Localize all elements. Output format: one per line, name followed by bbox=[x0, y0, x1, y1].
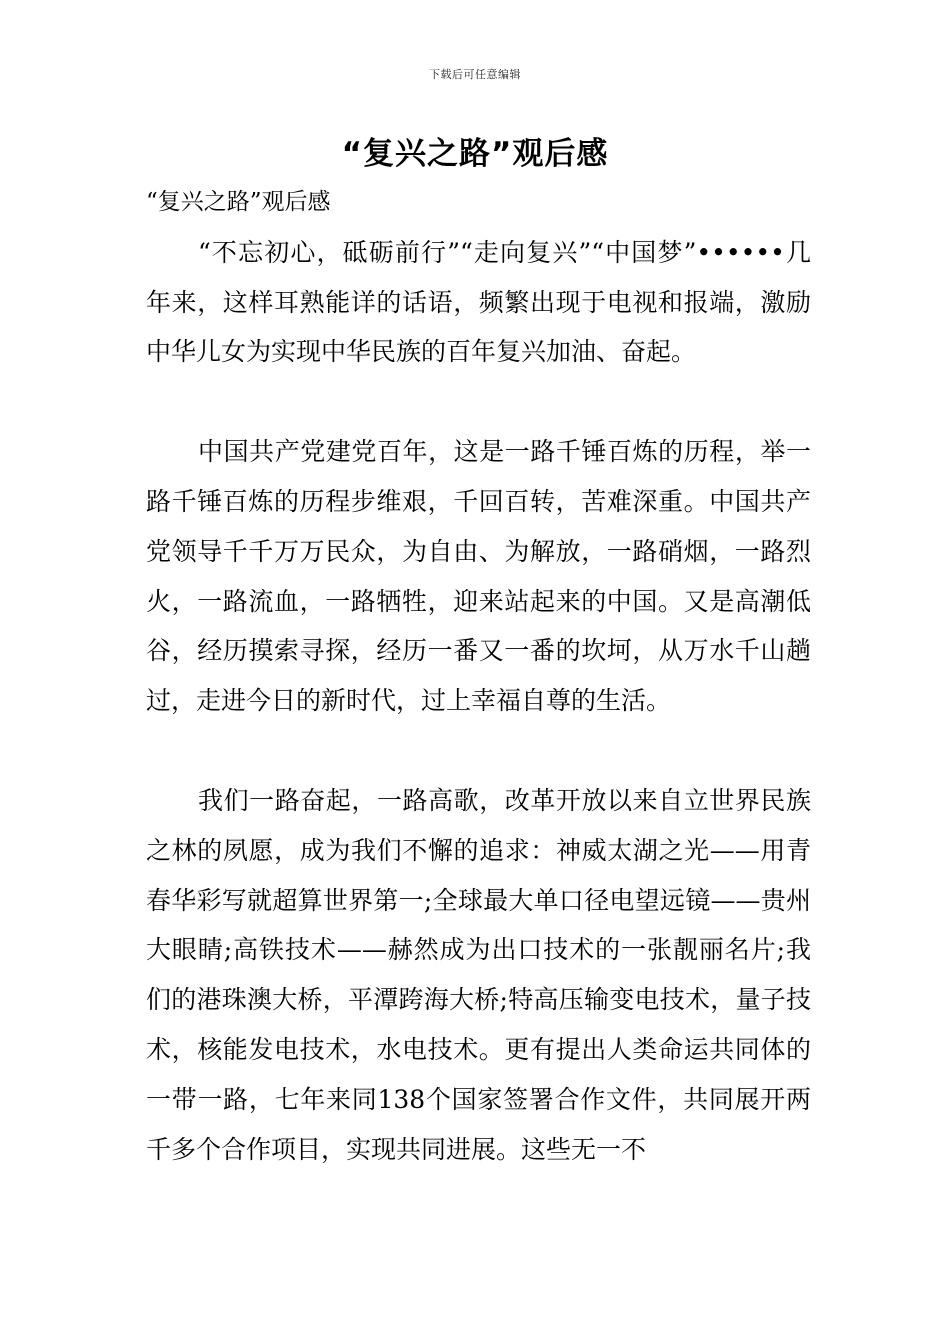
paragraph-party-history: 中国共产党建党百年，这是一路千锤百炼的历程，举一路千锤百炼的历程步维艰，千回百转，苦难深重。中国共产党领导千千万万民众，为自由、为解放，一路硝烟，一路烈火，一路流血，一路牺牲，迎来站起来的中国。又是高潮低谷，经历摸索寻探，经历一番又一番的坎坷，从万水千山趟过，走进今日的新时代，过上幸福自尊的生活。 bbox=[146, 437, 811, 716]
document-subtitle: “复兴之路”观后感 bbox=[146, 189, 331, 215]
page-header-note: 下载后可任意编辑 bbox=[429, 68, 521, 81]
document-title: “复兴之路”观后感 bbox=[341, 136, 609, 172]
paragraph-intro: “不忘初心，砥砺前行”“走向复兴”“中国梦”••••••几年来，这样耳熟能详的话语，频繁出现于电视和报端，激励中华儿女为实现中华民族的百年复兴加油、奋起。 bbox=[146, 237, 811, 367]
paragraph-achievements: 我们一路奋起，一路高歌，改革开放以来自立世界民族之林的夙愿，成为我们不懈的追求：神威太湖之光——用青春华彩写就超算世界第一;全球最大单口径电望远镜——贵州大眼睛;高铁技术——赫然成为出口技术的一张靓丽名片;我们的港珠澳大桥，平潭跨海大桥;特高压输变电技术，量子技术，核能发电技术，水电技术。更有提出人类命运共同体的一带一路，七年来同138个国家签署合作文件，共同展开两千多个合作项目，实现共同进展。这些无一不 bbox=[146, 785, 811, 1164]
document-body bbox=[146, 178, 811, 1174]
